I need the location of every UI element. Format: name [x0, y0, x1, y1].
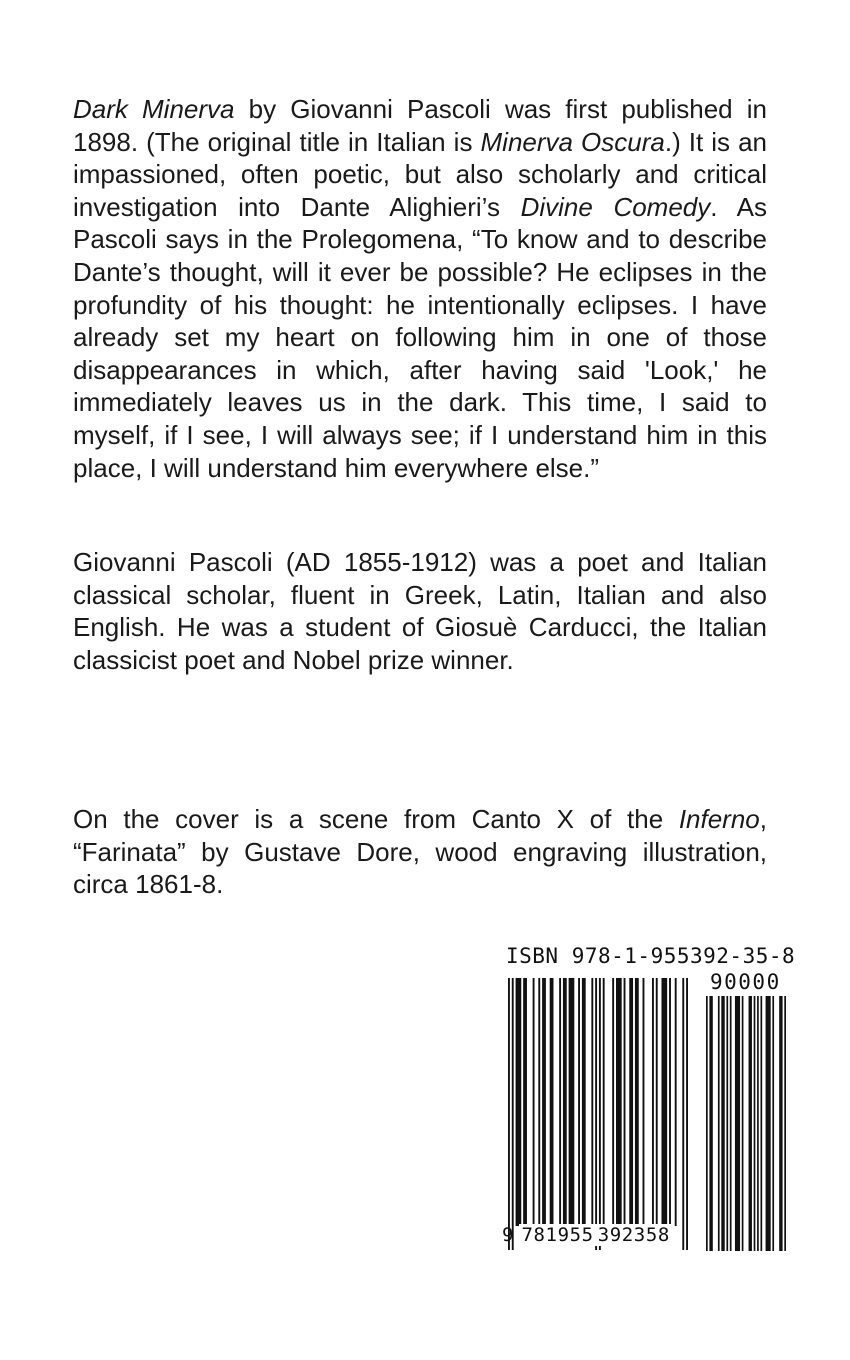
barcode-bar	[559, 978, 561, 1226]
inferno-title: Inferno	[678, 804, 760, 834]
barcode-bar	[582, 978, 586, 1226]
barcode-bar	[643, 978, 645, 1226]
guard-bar	[686, 978, 688, 1250]
barcode-bar	[542, 978, 546, 1226]
book-title: Dark Minerva	[73, 94, 235, 124]
addon-bar	[730, 996, 732, 1251]
barcode-bar	[578, 978, 580, 1226]
barcode-bar	[563, 978, 567, 1226]
addon-bar	[757, 996, 759, 1251]
barcode-bar	[538, 978, 540, 1226]
barcode-bar	[533, 978, 535, 1226]
cover-credit-paragraph	[73, 803, 767, 901]
guard-bar	[595, 978, 597, 1250]
barcode-left-group: 781955	[521, 1224, 594, 1246]
guard-bar	[599, 978, 601, 1250]
divine-comedy-title: Divine Comedy	[520, 191, 711, 222]
description-text-a: by Giovanni Pascoli was first published in 1898. (The original title in Italian is	[73, 94, 768, 157]
price-code: 90000	[710, 970, 781, 994]
description-text-b: .) It is an impassioned, often poetic, but also scholarly and critical investigation into Dante Alighieri’s	[73, 126, 767, 222]
isbn-label: ISBN 978-1-955392-35-8	[506, 944, 796, 968]
isbn-barcode	[498, 944, 796, 1304]
barcode-bar	[629, 978, 633, 1226]
ean13-bars	[508, 978, 688, 1250]
guard-bar	[508, 978, 510, 1250]
barcode-bar	[675, 978, 677, 1226]
barcode-bar	[635, 978, 639, 1226]
addon-bar	[709, 996, 712, 1251]
barcode-bar	[603, 978, 605, 1226]
barcode-bar	[523, 978, 527, 1226]
barcode-bar	[591, 978, 593, 1226]
description-quote: . As Pascoli says in the Prolegomena, “To know and to describe Dante’s thought, will it ever be possible? He eclipses in the profundity of his thought: he intentionally eclipses. I have already set my heart on following him in one of those disappearances in which, after having said 'Look,' he immediately leaves us in the dark. This time, I said to myself, if I see, I will always see; if I understand him in this place, I will understand him everywhere else.”	[73, 191, 767, 483]
addon-bar	[772, 996, 774, 1251]
barcode-bar	[612, 978, 614, 1226]
addon-bar	[766, 996, 771, 1251]
addon-bar	[749, 996, 752, 1251]
barcode-bar	[569, 978, 575, 1226]
barcode-bar	[616, 978, 622, 1226]
cover-credit-text-a: On the cover is a scene from Canto X of the	[73, 804, 679, 834]
barcode-bar	[550, 978, 554, 1226]
barcode-right-group: 392358	[597, 1224, 670, 1246]
author-bio-text: Giovanni Pascoli (AD 1855-1912) was a poet and Italian classical scholar, fluent in Greek, Latin, Italian and also English. He was a student of Giosuè Carducci, the Italian classicist poet and Nobel prize winner.	[73, 547, 767, 675]
author-bio-paragraph	[73, 546, 767, 676]
barcode-bar	[661, 978, 667, 1226]
original-title: Minerva Oscura	[480, 126, 665, 157]
barcode-digits	[502, 1224, 672, 1246]
addon-bar	[760, 996, 762, 1251]
addon-bar	[718, 996, 720, 1251]
barcode-bar	[516, 978, 522, 1226]
guard-bar	[512, 978, 514, 1250]
addon-bar	[784, 996, 786, 1251]
addon-bar	[754, 996, 756, 1251]
addon-bar	[779, 996, 782, 1251]
addon-bar	[726, 996, 728, 1251]
barcode-bar	[624, 978, 626, 1226]
addon-bar	[706, 996, 708, 1251]
barcode-bar	[669, 978, 671, 1226]
addon-bar	[721, 996, 724, 1251]
guard-bar	[682, 978, 684, 1250]
addon-bar	[742, 996, 744, 1251]
description-paragraph	[73, 93, 767, 484]
barcode-lead-digit: 9	[502, 1224, 514, 1246]
price-addon-bars	[706, 996, 786, 1251]
addon-bar	[735, 996, 740, 1251]
cover-credit-text-b: , “Farinata” by Gustave Dore, wood engraving illustration, circa 1861-8.	[73, 804, 767, 900]
barcode-bar	[656, 978, 658, 1226]
barcode-bar	[652, 978, 654, 1226]
